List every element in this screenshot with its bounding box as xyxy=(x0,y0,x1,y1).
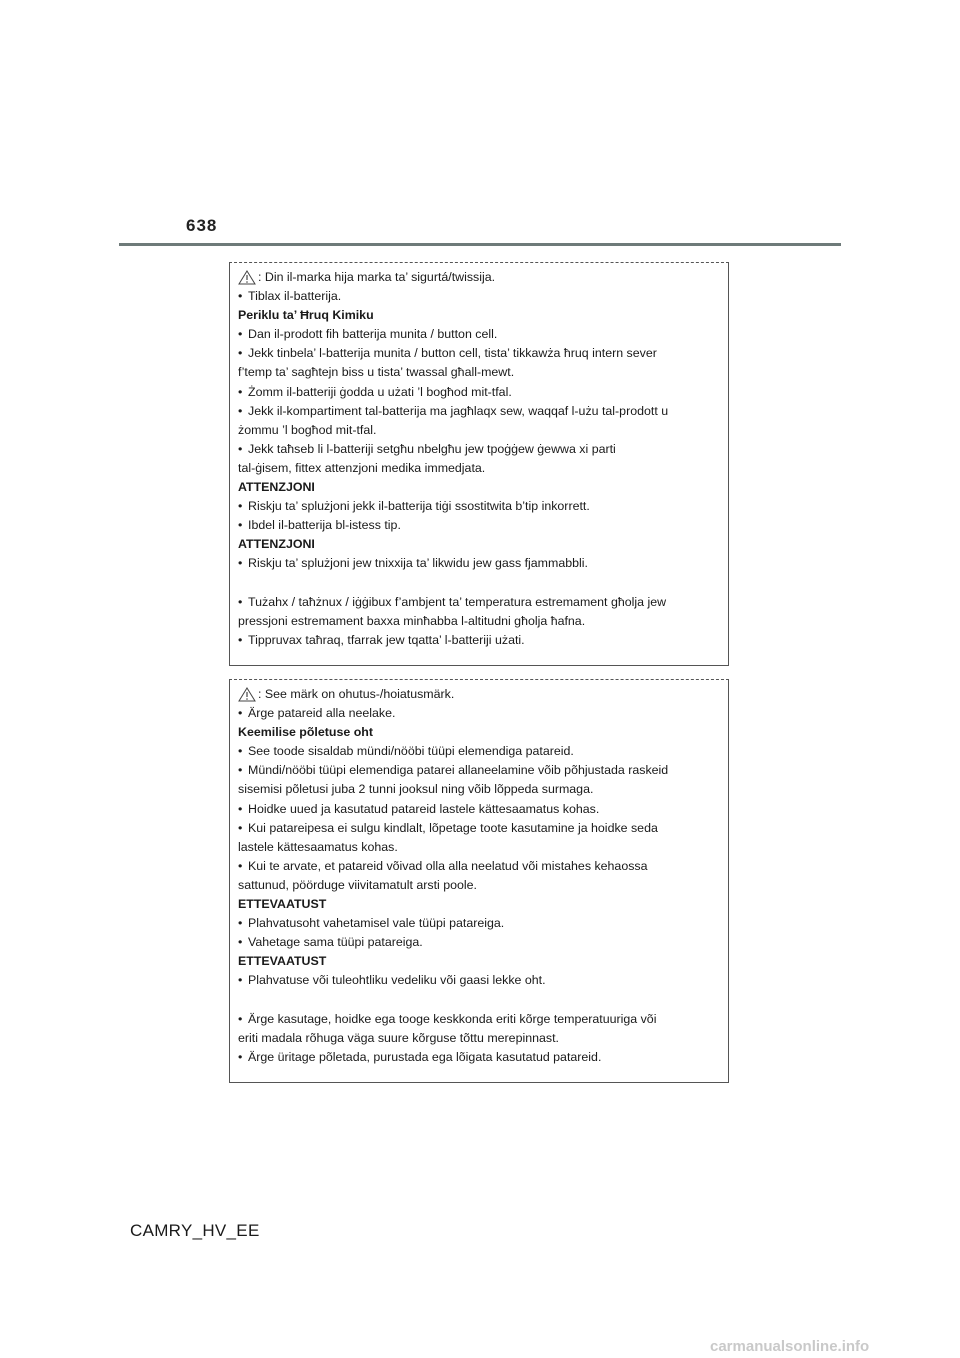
blank-line xyxy=(238,574,728,593)
line-text: f’temp ta’ sagħtejn biss u tista’ twassal għall-mewt. xyxy=(238,365,515,380)
line-text: Jekk taħseb li l-batteriji setgħu nbelgħu jew tpoġġew ġewwa xi parti xyxy=(248,441,616,456)
line-text: Jekk il-kompartiment tal-batterija ma jagħlaqx sew, waqqaf l-użu tal-prodott u xyxy=(248,403,669,418)
bullet-dot-icon: • xyxy=(238,763,243,778)
section-heading xyxy=(238,535,728,554)
line-text: sisemisi põletusi juba 2 tunni jooksul ning võib lõppeda surmaga. xyxy=(238,782,594,797)
line-text: eriti madala rõhuga väga suure kõrguse tõttu merepinnast. xyxy=(238,1030,559,1045)
warning-line-estonian xyxy=(238,685,728,704)
bullet-item xyxy=(238,857,728,876)
line-text: Ärge üritage põletada, purustada ega lõigata kasutatud patareid. xyxy=(248,1049,602,1064)
line-text: Ibdel il-batterija bl-istess tip. xyxy=(248,518,401,533)
line-text: Kui patareipesa ei sulgu kindlalt, lõpetage toote kasutamine ja hoidke seda xyxy=(248,820,658,835)
bullet-item xyxy=(238,593,728,612)
bullet-dot-icon: • xyxy=(238,801,243,816)
bullet-item xyxy=(238,516,728,535)
continuation-line xyxy=(238,363,728,382)
bullet-dot-icon: • xyxy=(238,858,243,873)
line-text: Ärge kasutage, hoidke ega tooge keskkonda eriti kõrge temperatuuriga või xyxy=(248,1011,657,1026)
bullet-item xyxy=(238,1048,728,1067)
bullet-item xyxy=(238,819,728,838)
line-text: Tużahx / taħżnux / iġġibux f’ambjent ta’ temperatura estremament għolja jew xyxy=(248,594,667,609)
footer-model-code: CAMRY_HV_EE xyxy=(130,1221,260,1240)
bullet-item xyxy=(238,383,728,402)
section-heading xyxy=(238,478,728,497)
bullet-dot-icon: • xyxy=(238,1011,243,1026)
line-text: sattunud, pöörduge viivitamatult arsti poole. xyxy=(238,877,478,892)
line-text: Vahetage sama tüüpi patareiga. xyxy=(248,935,423,950)
bullet-item xyxy=(238,554,728,573)
bullet-dot-icon: • xyxy=(238,973,243,988)
bullet-dot-icon: • xyxy=(238,499,243,514)
line-text: ETTEVAATUST xyxy=(238,897,327,912)
bullet-item xyxy=(238,1010,728,1029)
warning-box-maltese xyxy=(229,262,729,666)
line-text: See toode sisaldab mündi/nööbi tüüpi elemendiga patareid. xyxy=(248,744,574,759)
warning-box-estonian xyxy=(229,679,729,1083)
bullet-dot-icon: • xyxy=(238,384,243,399)
line-text: Riskju ta’ splużjoni jekk il-batterija tiġi ssostitwita b’tip inkorrett. xyxy=(248,499,590,514)
continuation-line xyxy=(238,838,728,857)
bullet-dot-icon: • xyxy=(238,346,243,361)
page-number: 638 xyxy=(186,216,218,235)
line-text: Tippruvax taħraq, tfarrak jew tqatta’ l-batteriji użati. xyxy=(248,632,525,647)
bullet-item xyxy=(238,742,728,761)
line-text: ATTENZJONI xyxy=(238,537,315,552)
warning-text-estonian: : See märk on ohutus-/hoiatusmärk. xyxy=(258,687,455,701)
bullet-item xyxy=(238,344,728,363)
bullet-dot-icon: • xyxy=(238,594,243,609)
blank-line xyxy=(238,991,728,1010)
lines-estonian xyxy=(238,704,728,1067)
line-text: ETTEVAATUST xyxy=(238,954,327,969)
section-heading xyxy=(238,723,728,742)
line-text: Plahvatuse või tuleohtliku vedeliku või gaasi lekke oht. xyxy=(248,973,546,988)
bullet-item xyxy=(238,971,728,990)
warning-text-maltese: : Din il-marka hija marka ta’ sigurtá/twissija. xyxy=(258,270,496,284)
bullet-item xyxy=(238,440,728,459)
line-text: Kui te arvate, et patareid võivad olla alla neelatud või mistahes kehaossa xyxy=(248,858,648,873)
bullet-item xyxy=(238,287,728,306)
bullet-item xyxy=(238,914,728,933)
bullet-dot-icon: • xyxy=(238,706,243,721)
section-heading xyxy=(238,952,728,971)
line-text: Dan il-prodott fih batterija munita / button cell. xyxy=(248,327,498,342)
bullet-dot-icon: • xyxy=(238,518,243,533)
line-text: Mündi/nööbi tüüpi elemendiga patarei allaneelamine võib põhjustada raskeid xyxy=(248,763,669,778)
bullet-dot-icon: • xyxy=(238,441,243,456)
continuation-line xyxy=(238,612,728,631)
bullet-dot-icon: • xyxy=(238,935,243,950)
bullet-item xyxy=(238,631,728,650)
bullet-item xyxy=(238,800,728,819)
watermark: carmanualsonline.info xyxy=(710,1338,870,1355)
bullet-dot-icon: • xyxy=(238,289,243,304)
line-text: Riskju ta’ splużjoni jew tnixxija ta’ likwidu jew gass fjammabbli. xyxy=(248,556,588,571)
line-text: lastele kättesaamatus kohas. xyxy=(238,839,398,854)
line-text: Ärge patareid alla neelake. xyxy=(248,706,396,721)
warning-line-maltese xyxy=(238,268,728,287)
continuation-line xyxy=(238,421,728,440)
bullet-item xyxy=(238,325,728,344)
bullet-item xyxy=(238,761,728,780)
bullet-dot-icon: • xyxy=(238,403,243,418)
header-rule xyxy=(119,243,841,246)
section-heading xyxy=(238,306,728,325)
bullet-dot-icon: • xyxy=(238,744,243,759)
line-text: ATTENZJONI xyxy=(238,480,315,495)
line-text: żommu ’l bogħod mit-tfal. xyxy=(238,422,377,437)
bullet-dot-icon: • xyxy=(238,1049,243,1064)
line-text: Keemilise põletuse oht xyxy=(238,725,373,740)
warning-triangle-icon xyxy=(238,687,256,702)
continuation-line xyxy=(238,780,728,799)
line-text: Hoidke uued ja kasutatud patareid lastele kättesaamatus kohas. xyxy=(248,801,600,816)
line-text: Jekk tinbela’ l-batterija munita / button cell, tista’ tikkawża ħruq intern sever xyxy=(248,346,657,361)
warning-triangle-icon xyxy=(238,270,256,285)
lines-maltese xyxy=(238,287,728,650)
line-text: Plahvatusoht vahetamisel vale tüüpi patareiga. xyxy=(248,916,505,931)
bullet-item xyxy=(238,933,728,952)
bullet-dot-icon: • xyxy=(238,820,243,835)
line-text: pressjoni estremament baxxa minħabba l-altitudni għolja ħafna. xyxy=(238,613,586,628)
continuation-line xyxy=(238,1029,728,1048)
line-text: Żomm il-batteriji ġodda u użati ’l bogħod mit-tfal. xyxy=(248,384,512,399)
continuation-line xyxy=(238,459,728,478)
line-text: tal-ġisem, fittex attenzjoni medika immedjata. xyxy=(238,460,486,475)
section-heading xyxy=(238,895,728,914)
bullet-item xyxy=(238,402,728,421)
line-text: Tiblax il-batterija. xyxy=(248,289,342,304)
bullet-dot-icon: • xyxy=(238,327,243,342)
line-text: Periklu ta’ Ħruq Kimiku xyxy=(238,308,374,323)
bullet-dot-icon: • xyxy=(238,556,243,571)
bullet-dot-icon: • xyxy=(238,916,243,931)
bullet-dot-icon: • xyxy=(238,632,243,647)
bullet-item xyxy=(238,704,728,723)
bullet-item xyxy=(238,497,728,516)
continuation-line xyxy=(238,876,728,895)
